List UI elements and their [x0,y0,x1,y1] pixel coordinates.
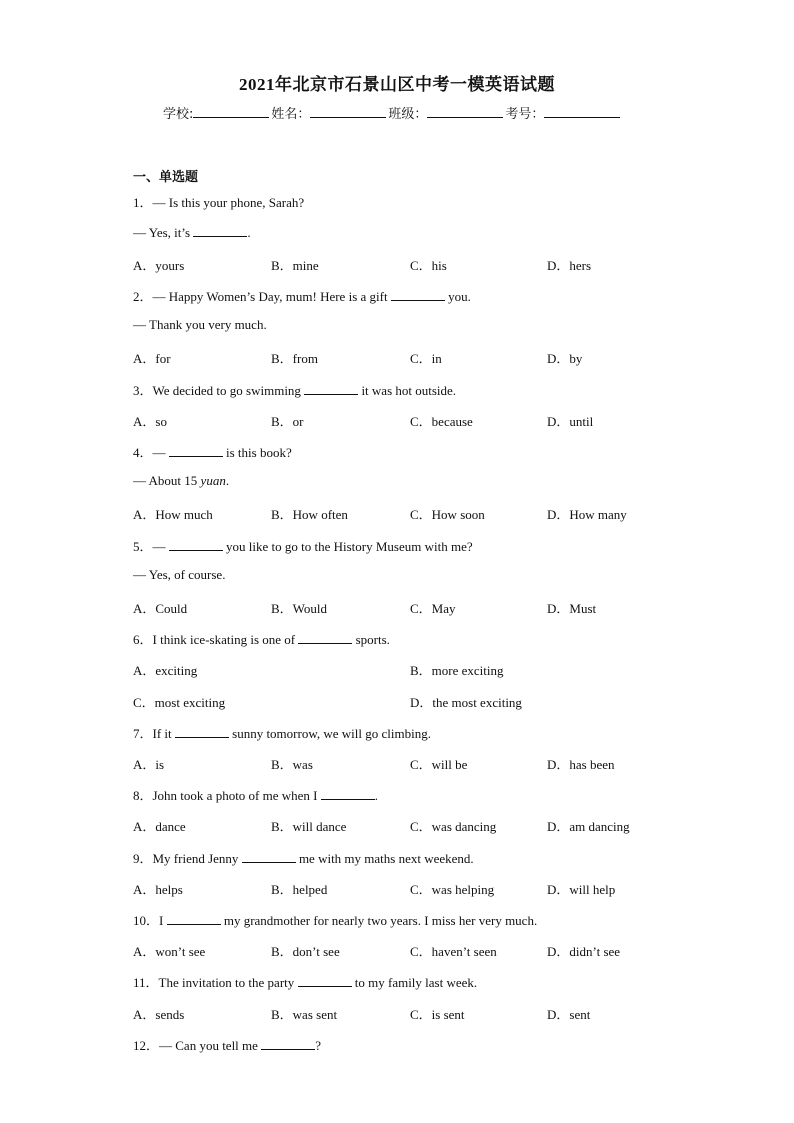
blank [304,382,358,395]
question-6-stem: 6．I think ice-skating is one of sports. [133,632,390,647]
q7-option-b[interactable]: B．was [271,757,313,772]
q1-option-a[interactable]: A．yours [133,258,185,273]
q1-option-d[interactable]: D．hers [547,258,592,273]
question-4-stem: 4．— is this book? [133,445,292,460]
q3-option-c[interactable]: C．because [410,414,473,429]
q6-option-b[interactable]: B．more exciting [410,663,504,678]
question-1-stem: 1．— Is this your phone, Sarah? [133,195,305,210]
q5-option-c[interactable]: C．May [410,601,456,616]
q11-option-d[interactable]: D．sent [547,1007,591,1022]
q2-option-c[interactable]: C．in [410,351,442,366]
q9-option-a[interactable]: A．helps [133,882,183,897]
blank [169,444,223,457]
q6-option-d[interactable]: D．the most exciting [410,695,522,710]
blank [321,787,375,800]
question-2-stem: 2．— Happy Women’s Day, mum! Here is a gift you. [133,289,471,304]
q2-option-a[interactable]: A．for [133,351,171,366]
q10-option-a[interactable]: A．won’t see [133,944,206,959]
question-3-stem: 3．We decided to go swimming it was hot outside. [133,383,457,398]
q8-option-b[interactable]: B．will dance [271,819,347,834]
q6-option-c[interactable]: C．most exciting [133,695,226,710]
q8-option-c[interactable]: C．was dancing [410,819,497,834]
question-5-stem: 5．— you like to go to the History Museum with me? [133,539,473,554]
blank [167,912,221,925]
q8-option-d[interactable]: D．am dancing [547,819,630,834]
q4-option-b[interactable]: B．How often [271,507,348,522]
q7-option-d[interactable]: D．has been [547,757,615,772]
question-8-stem: 8．John took a photo of me when I . [133,788,379,803]
question-12-stem: 12．— Can you tell me ? [133,1038,321,1053]
q1-option-b[interactable]: B．mine [271,258,319,273]
q5-option-a[interactable]: A．Could [133,601,188,616]
q10-option-b[interactable]: B．don’t see [271,944,340,959]
blank [261,1037,315,1050]
q7-option-a[interactable]: A．is [133,757,165,772]
blank [391,288,445,301]
q3-option-a[interactable]: A．so [133,414,167,429]
q8-option-a[interactable]: A．dance [133,819,186,834]
q11-option-a[interactable]: A．sends [133,1007,185,1022]
class-label: 班级： [388,107,428,122]
school-label: 学校: [163,107,194,122]
name-label: 姓名： [271,107,311,122]
number-blank[interactable] [544,105,620,118]
q11-option-b[interactable]: B．was sent [271,1007,338,1022]
question-11-stem: 11．The invitation to the party to my family last week. [133,975,478,990]
class-blank[interactable] [427,105,503,118]
q5-option-b[interactable]: B．Would [271,601,328,616]
q11-option-c[interactable]: C．is sent [410,1007,465,1022]
section-title: 一、单选题 [133,170,199,185]
q4-option-d[interactable]: D．How many [547,507,627,522]
blank [242,850,296,863]
question-5-reply: — Yes, of course. [133,567,226,582]
question-1-answer-line: — Yes, it’s . [133,225,251,240]
q3-option-b[interactable]: B．or [271,414,304,429]
q9-option-b[interactable]: B．helped [271,882,328,897]
question-7-stem: 7．If it sunny tomorrow, we will go climbing. [133,726,431,741]
question-9-stem: 9．My friend Jenny me with my maths next weekend. [133,851,474,866]
q1-option-c[interactable]: C．his [410,258,447,273]
blank [298,974,352,987]
question-4-reply: — About 15 yuan. [133,473,230,488]
blank [193,224,247,237]
q10-option-d[interactable]: D．didn’t see [547,944,621,959]
q10-option-c[interactable]: C．haven’t seen [410,944,497,959]
exam-title: 2021年北京市石景山区中考一模英语试题 [239,75,555,94]
q4-option-a[interactable]: A．How much [133,507,213,522]
number-label: 考号： [505,107,545,122]
school-blank[interactable] [193,105,269,118]
q9-option-d[interactable]: D．will help [547,882,616,897]
q5-option-d[interactable]: D．Must [547,601,597,616]
q7-option-c[interactable]: C．will be [410,757,468,772]
q4-option-c[interactable]: C．How soon [410,507,485,522]
blank [175,725,229,738]
student-info-line [163,103,622,122]
question-2-reply: — Thank you very much. [133,317,267,332]
q3-option-d[interactable]: D．until [547,414,594,429]
question-10-stem: 10．I my grandmother for nearly two years. I miss her very much. [133,913,538,928]
q9-option-c[interactable]: C．was helping [410,882,495,897]
q2-option-b[interactable]: B．from [271,351,318,366]
blank [298,631,352,644]
q2-option-d[interactable]: D．by [547,351,583,366]
blank [169,538,223,551]
name-blank[interactable] [310,105,386,118]
q6-option-a[interactable]: A．exciting [133,663,198,678]
